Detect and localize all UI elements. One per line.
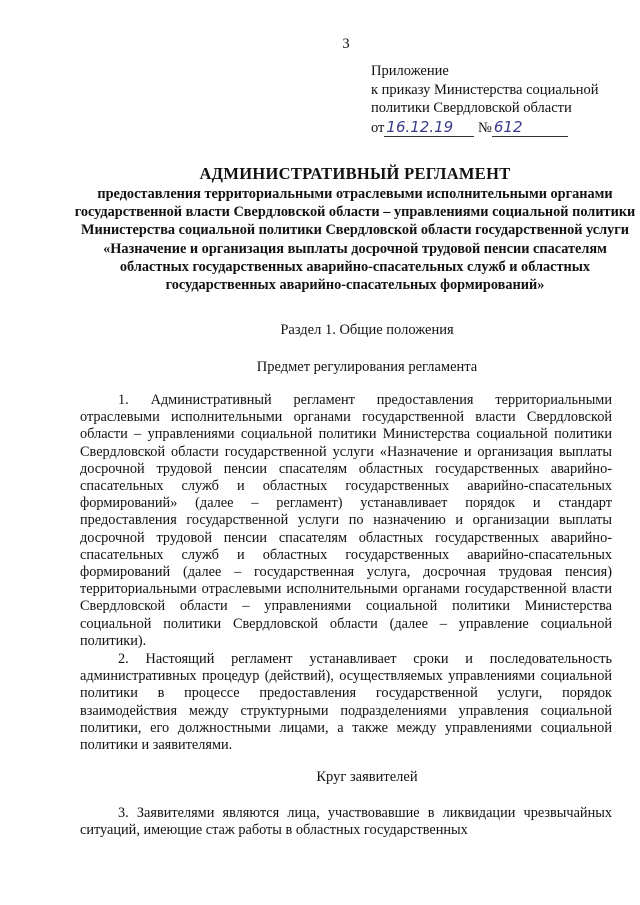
paragraph-2: 2. Настоящий регламент устанавливает сроки и последовательность административных процедур (действий), осуществляемых управлениями социальной политики в процессе предоставления государственной услуги, порядок взаимодействия между структурными подразделениями управления социальной политики, его должностными лицами, а также между управлениями социальной политики и заявителями. (80, 651, 612, 754)
appendix-date-line (371, 118, 599, 138)
appendix-block (371, 62, 599, 137)
page-number: 3 (342, 36, 350, 52)
date-prefix: от (371, 119, 385, 136)
section-heading: Раздел 1. Общие положения (280, 322, 454, 338)
number-prefix: № (478, 119, 492, 136)
document-subtitle: предоставления территориальными отраслевыми исполнительными органами государственной власти Свердловской области – управлениями социальной политики Министерства социальной политики Свердловской области государственной услуги «Назначение и организация выплаты досрочной трудовой пенсии спасателям областных государственных аварийно-спасательных служб и областных государственных аварийно-спасательных формирований» (74, 186, 636, 294)
paragraph-3: 3. Заявителями являются лица, участвовавшие в ликвидации чрезвычайных ситуаций, имеющие стаж работы в областных государственных (80, 805, 612, 839)
appendix-line-1: Приложение (371, 63, 449, 79)
subject-heading: Предмет регулирования регламента (256, 359, 478, 375)
paragraph-1: 1. Административный регламент предоставления территориальными отраслевыми исполнительными органами государственной власти Свердловской области – управлениями социальной политики Министерства социальной политики Свердловской области государственной услуги «Назначение и организация выплаты досрочной трудовой пенсии спасателям областных государственных аварийно-спасательных служб и областных государственных аварийно-спасательных формирований» (далее – регламент) устанавливает порядок и стандарт предоставления государственной услуги по назначению и организации выплаты досрочной трудовой пенсии спасателям областных государственных аварийно-спасательных служб и областных государственных аварийно-спасательных формирований (далее – государственная услуга, досрочная трудовая пенсия) территориальными отраслевыми исполнительными органами государственной власти Свердловской области – управлениями социальной политики Министерства социальной политики Свердловской области (далее – управление социальной политики). (80, 392, 612, 649)
paragraph-3-block (80, 805, 612, 839)
handwritten-number: 612 (492, 118, 568, 138)
document-title: АДМИНИСТРАТИВНЫЙ РЕГЛАМЕНТ (199, 164, 511, 183)
handwritten-date: 16.12.19 (384, 118, 474, 138)
paragraph-1-block (80, 392, 612, 650)
applicants-heading: Круг заявителей (316, 769, 418, 785)
appendix-line-3: политики Свердловской области (371, 100, 572, 116)
paragraph-2-block (80, 651, 612, 754)
appendix-line-2: к приказу Министерства социальной (371, 81, 599, 98)
